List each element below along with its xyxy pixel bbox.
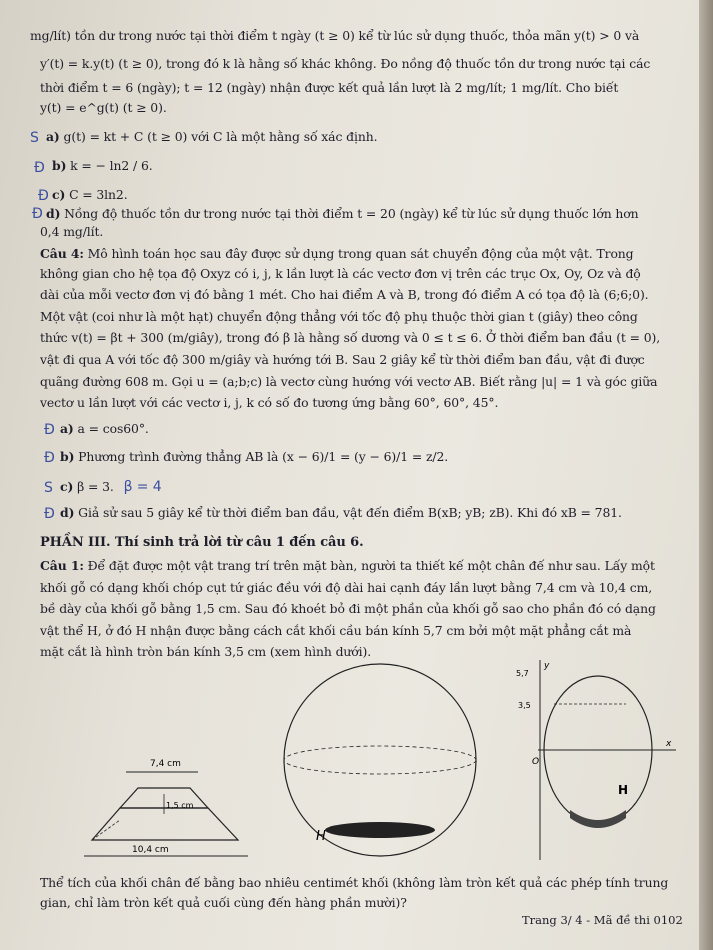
handwritten-mark: Đ (44, 506, 55, 522)
frustum-hidden-edge (92, 820, 120, 840)
intro-line-1: mg/lít) tồn dư trong nước tại thời điểm t ngày (t ≥ 0) kể từ lúc sử dụng thuốc, thỏa mãn y(t) > 0 và (30, 28, 640, 43)
part3-line-3: bề dày của khối gỗ bằng 1,5 cm. Sau đó khoét bỏ đi một phần của khối gỗ sao cho phần đó có dạng (40, 601, 656, 616)
q4-item-c (60, 479, 162, 495)
item-text: Giả sử sau 5 giây kể từ thời điểm ban đầu, vật đến điểm B(xB; yB; zB). Khi đó xB = 781. (78, 505, 622, 520)
page-footer: Trang 3/ 4 - Mã đề thi 0102 (522, 913, 683, 927)
item-label: a) (46, 129, 60, 144)
q4-text: Mô hình toán học sau đây được sử dụng trong quan sát chuyển động của một vật. Trong (87, 246, 634, 261)
item-label: d) (60, 505, 75, 520)
item-text: Nồng độ thuốc tồn dư trong nước tại thời điểm t = 20 (ngày) kể từ lúc sử dụng thuốc lớn hơn (64, 206, 639, 221)
y-axis-label: y (544, 661, 550, 671)
intro-line-2: y′(t) = k.y(t) (t ≥ 0), trong đó k là hằng số khác không. Đo nồng độ thuốc tồn dư trong nước tại các (40, 56, 651, 71)
x-axis-label: x (666, 739, 672, 749)
item-text: a = cos60°. (77, 421, 149, 436)
part3-line-1 (40, 558, 655, 573)
q4-line-3: dài của mỗi vectơ đơn vị đó bằng 1 mét. Cho hai điểm A và B, trong đó điểm A có tọa độ là (6;6;0). (40, 287, 649, 302)
page-edge (699, 0, 713, 950)
frustum-top-label: 7,4 cm (150, 759, 181, 769)
intro-line-3: thời điểm t = 6 (ngày); t = 12 (ngày) nhận được kết quả lần lượt là 2 mg/lít; 1 mg/lít. Cho biết (40, 80, 619, 95)
q1-text: Để đặt được một vật trang trí trên mặt bàn, người ta thiết kế một chân đế như sau. Lấy một (87, 558, 655, 573)
handwritten-mark: Đ (44, 450, 55, 466)
sphere-cap-section (325, 822, 435, 838)
item-text: β = 3. (77, 479, 114, 494)
q4-line-8: vectơ u lần lượt với các vectơ i, j, k có số đo tương ứng bằng 60°, 60°, 45°. (40, 395, 499, 410)
item-label: c) (52, 187, 66, 202)
item-text: Phương trình đường thẳng AB là (x − 6)/1 = (y − 6)/1 = z/2. (78, 449, 449, 464)
item-text: g(t) = kt + C (t ≥ 0) với C là một hằng số xác định. (63, 129, 378, 144)
q4-line-7: quãng đường 608 m. Gọi u = (a;b;c) là vectơ cùng hướng với vectơ AB. Biết rằng |u| = 1 và góc giữa (40, 374, 658, 389)
part3-line-2: khối gỗ có dạng khối chóp cụt tứ giác đều với độ dài hai cạnh đáy lần lượt bằng 7,4 cm và 10,4 cm, (40, 580, 653, 595)
q3-item-b (52, 158, 153, 173)
item-label: c) (60, 479, 74, 494)
intro-line-4: y(t) = e^g(t) (t ≥ 0). (40, 100, 167, 115)
item-label: b) (60, 449, 75, 464)
item-label: d) (46, 206, 61, 221)
item-label: b) (52, 158, 67, 173)
handwritten-mark: S (30, 130, 39, 146)
q4-item-d (60, 505, 622, 520)
item-text: k = − ln2 / 6. (70, 158, 153, 173)
part3-line-4: vật thể H, ở đó H nhận được bằng cách cắt khối cầu bán kính 5,7 cm bởi một mặt phẳng cắt mà (40, 623, 632, 638)
q4-label: Câu 4: (40, 246, 84, 261)
q4-line-2: không gian cho hệ tọa độ Oxyz có i, j, k lần lượt là các vectơ đơn vị trên các trục Ox, Oy, Oz và độ (40, 266, 641, 281)
handwritten-mark: Đ (38, 188, 49, 204)
item-label: a) (60, 421, 74, 436)
frustum-figure (84, 759, 248, 856)
origin-label: O (532, 757, 540, 767)
frustum-height-label: 1,5 cm (166, 801, 194, 810)
q3-item-a (46, 129, 377, 144)
frustum-bottom-label: 10,4 cm (132, 845, 169, 855)
q4-line-6: vật đi qua A với tốc độ 300 m/giây và hướng tới B. Sau 2 giây kể từ thời điểm ban đầu, vật đi được (40, 352, 645, 367)
radius-label: 5,7 (516, 669, 529, 678)
q4-line-4: Một vật (coi như là một hạt) chuyển động thẳng với tốc độ phụ thuộc thời gian t (giây) theo công (40, 309, 638, 324)
q4-line-1 (40, 246, 634, 261)
sphere-label: H (316, 829, 326, 844)
q4-item-a (60, 421, 149, 436)
part3-heading: PHẦN III. Thí sinh trả lời từ câu 1 đến câu 6. (40, 535, 364, 550)
q3-item-d (46, 206, 639, 221)
section-radius-label: 3,5 (518, 701, 531, 710)
q3-d-continuation: 0,4 mg/lít. (40, 224, 104, 239)
q1-label: Câu 1: (40, 558, 84, 573)
section-cap (570, 810, 626, 828)
part3-line-5: mặt cắt là hình tròn bán kính 3,5 cm (xem hình dưới). (40, 644, 372, 659)
handwritten-mark: S (44, 480, 53, 496)
handwritten-mark: Đ (44, 422, 55, 438)
question-line-2: gian, chỉ làm tròn kết quả cuối cùng đến hàng phần mười)? (40, 895, 407, 910)
sphere-equator (284, 746, 476, 774)
item-text: C = 3ln2. (69, 187, 128, 202)
figure-area (70, 660, 700, 870)
section-figure (516, 660, 676, 860)
handwritten-mark: Đ (32, 206, 43, 222)
section-H-label: H (618, 783, 629, 797)
q3-item-c (52, 187, 128, 202)
handwritten-answer: β = 4 (123, 479, 162, 495)
handwritten-mark: Đ (34, 160, 45, 176)
sphere-figure (284, 664, 476, 856)
question-line-1: Thể tích của khối chân đế bằng bao nhiêu centimét khối (không làm tròn kết quả các phép tính trung (40, 875, 669, 890)
q4-line-5: thức v(t) = βt + 300 (m/giây), trong đó β là hằng số dương và 0 ≤ t ≤ 6. Ở thời điểm ban đầu (t = 0), (40, 330, 661, 345)
q4-item-b (60, 449, 448, 464)
